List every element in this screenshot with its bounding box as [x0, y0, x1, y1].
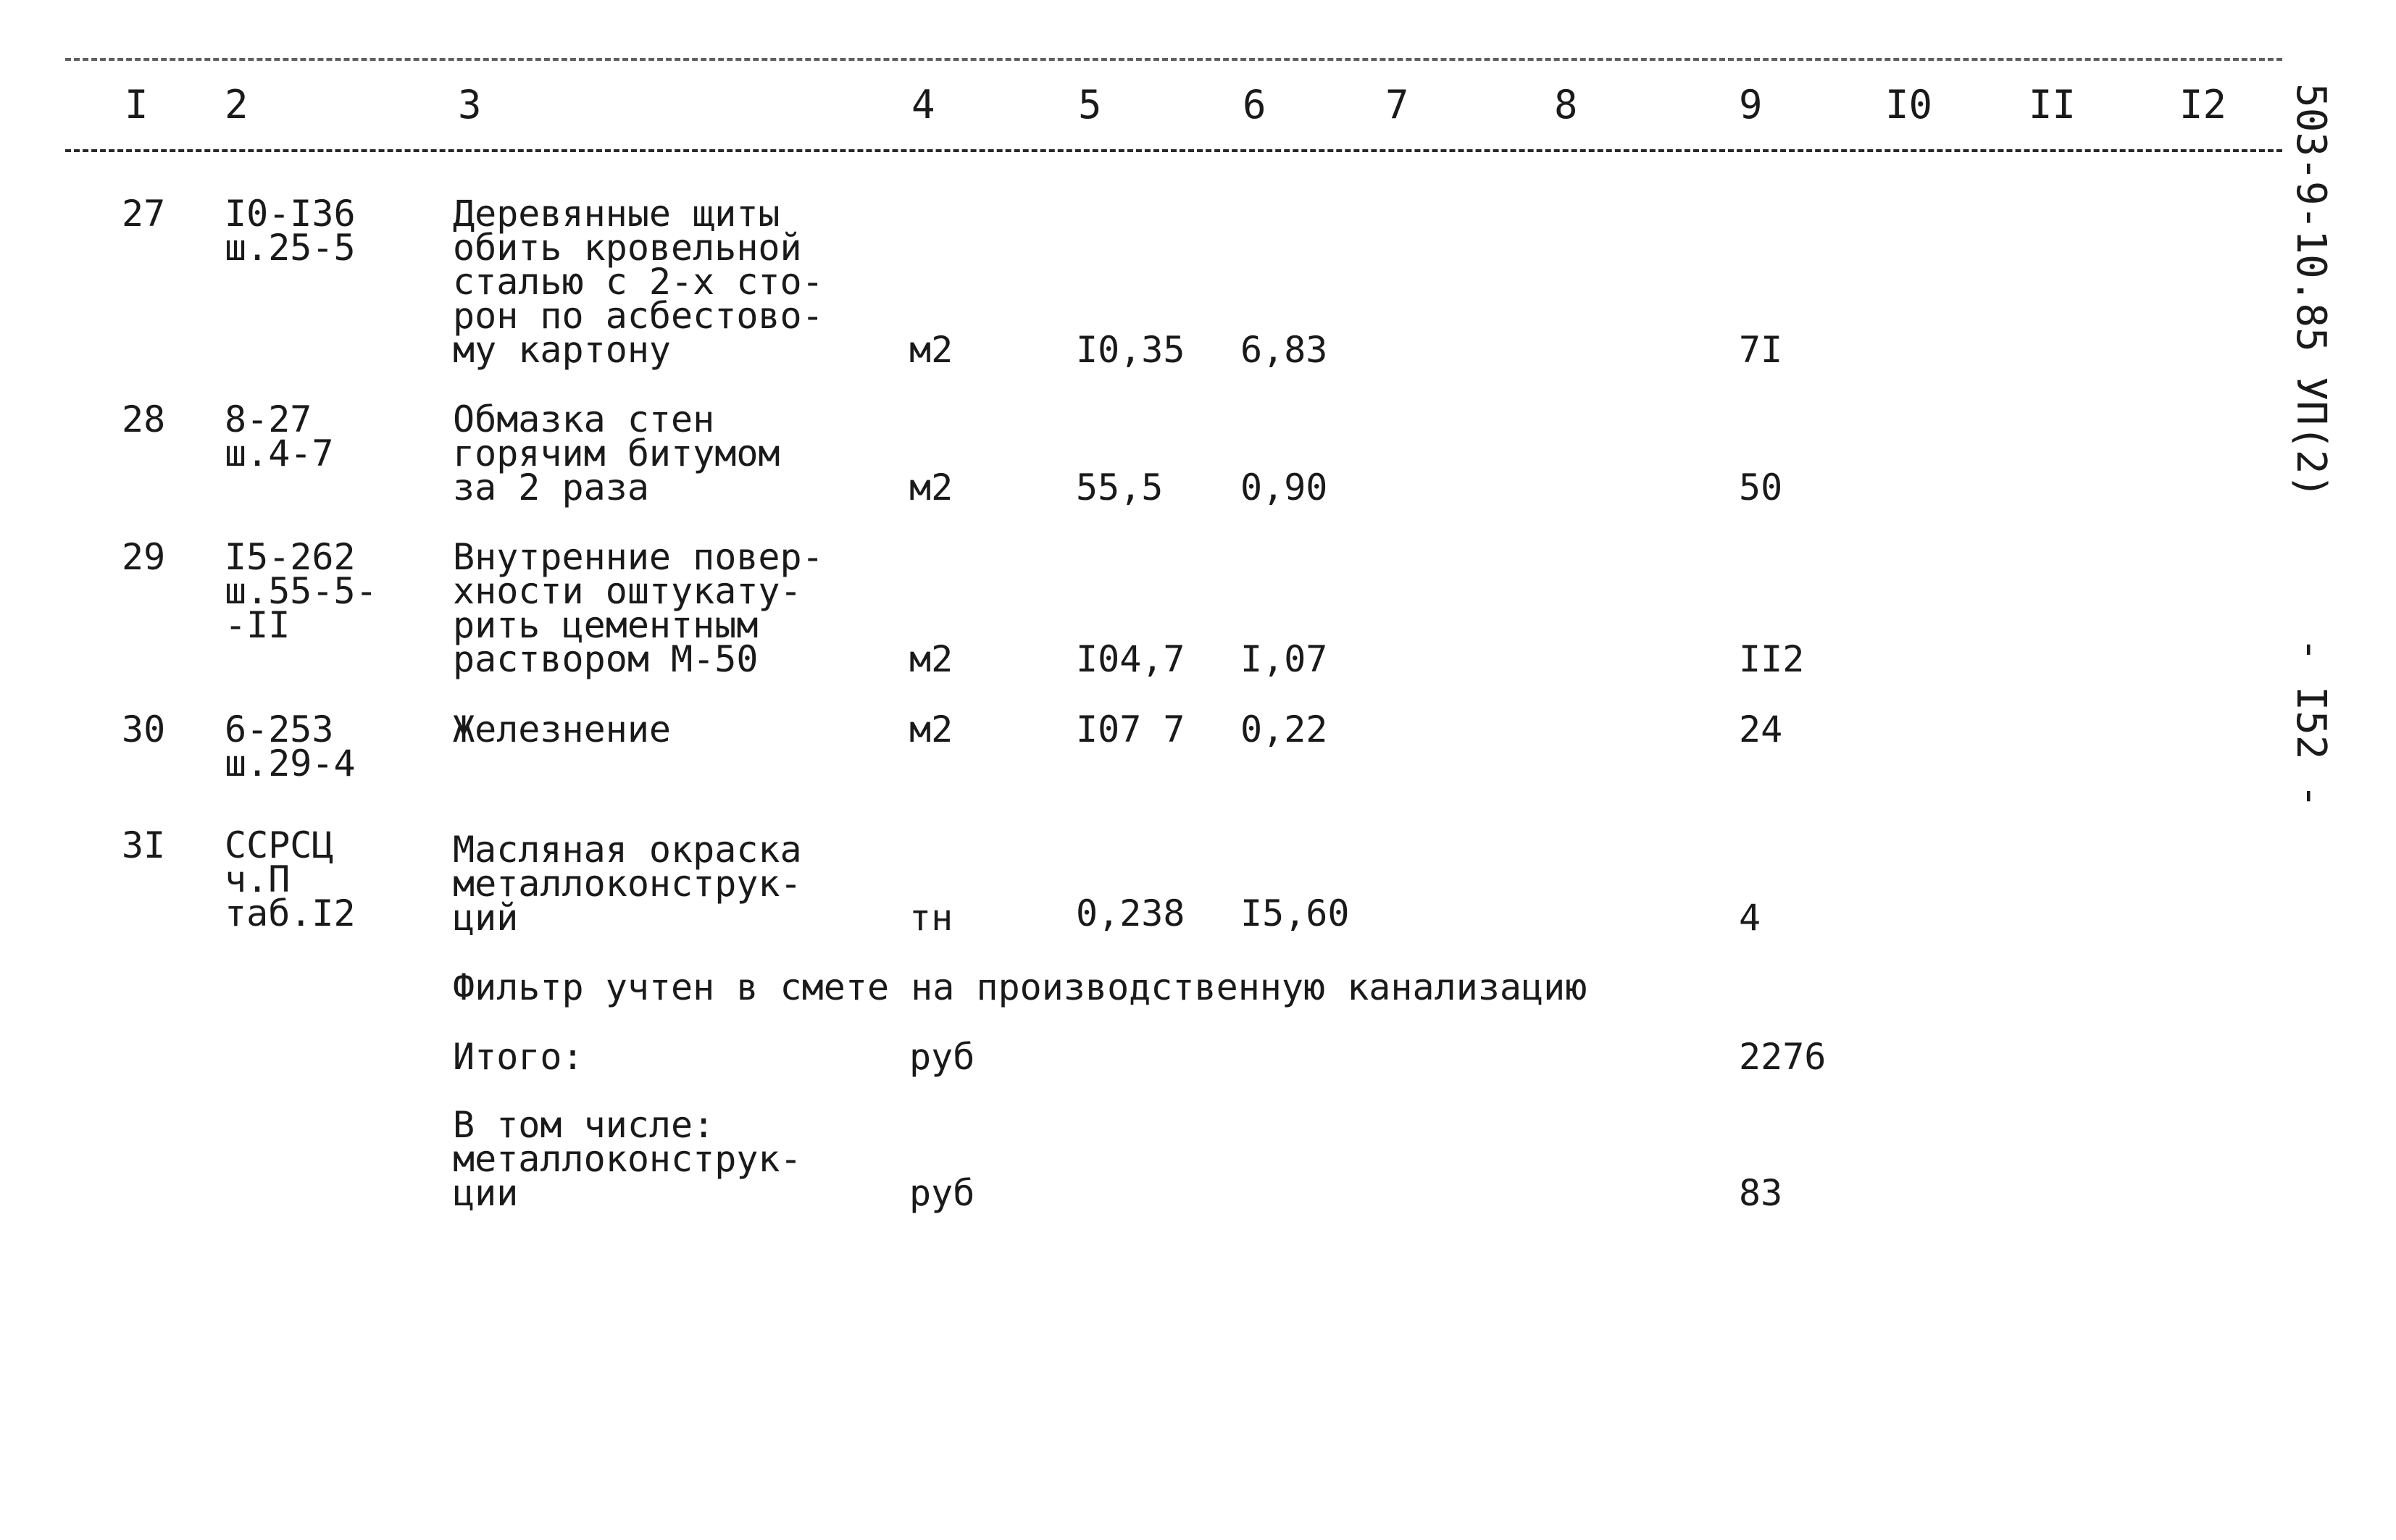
itogo-label: Итого:	[453, 1036, 584, 1078]
row-desc-line: Деревянные щиты	[453, 193, 780, 235]
row-unit: м2	[909, 638, 953, 680]
including-unit: руб	[909, 1172, 975, 1214]
col-header-4: 4	[911, 82, 935, 127]
row-unit: м2	[909, 708, 953, 750]
row-quantity: 55,5	[1076, 466, 1164, 509]
col-header-2: 2	[225, 82, 249, 127]
row-desc-line: хности оштукату-	[453, 570, 802, 612]
row-total: 4	[1739, 897, 1761, 939]
row-quantity: I0,35	[1076, 329, 1185, 371]
row-unit-price: 6,83	[1240, 329, 1328, 371]
row-desc-line: Железнение	[453, 708, 672, 750]
row-desc-line: ций	[453, 897, 519, 939]
row-unit-price: I5,60	[1240, 892, 1350, 934]
top-rule	[65, 58, 2282, 61]
row-code-line: ССРСЦ	[225, 824, 334, 866]
row-unit-price: 0,90	[1240, 466, 1328, 509]
col-header-12: I2	[2179, 82, 2227, 127]
col-header-7: 7	[1385, 82, 1409, 127]
row-code-line: ч.П	[225, 858, 291, 900]
row-code-line: 8-27	[225, 398, 312, 440]
row-code-line: ш.25-5	[225, 227, 356, 269]
col-header-1: I	[125, 82, 149, 127]
row-number: 3I	[122, 824, 166, 866]
row-total: II2	[1739, 638, 1805, 680]
row-number: 30	[122, 708, 166, 750]
row-unit: тн	[909, 897, 953, 939]
row-desc-line: рон по асбестово-	[453, 295, 824, 337]
row-desc-line: Обмазка стен	[453, 398, 715, 440]
row-desc-line: горячим битумом	[453, 432, 780, 474]
row-number: 27	[122, 193, 166, 235]
row-code-line: 6-253	[225, 708, 334, 750]
row-desc-line: раствором М-50	[453, 638, 759, 680]
row-code-line: -II	[225, 604, 291, 646]
filter-note: Фильтр учтен в смете на производственную канализацию	[453, 966, 1587, 1008]
itogo-total: 2276	[1739, 1036, 1827, 1078]
row-number: 29	[122, 536, 166, 578]
row-quantity: I07 7	[1076, 708, 1185, 750]
col-header-10: I0	[1885, 82, 1933, 127]
header-rule	[65, 149, 2282, 152]
col-header-6: 6	[1243, 82, 1266, 127]
row-desc-line: Внутренние повер-	[453, 536, 824, 578]
row-quantity: I04,7	[1076, 638, 1185, 680]
row-desc-line: за 2 раза	[453, 466, 649, 509]
row-unit-price: 0,22	[1240, 708, 1328, 750]
row-code-line: таб.I2	[225, 892, 356, 934]
row-quantity: 0,238	[1076, 892, 1185, 934]
row-total: 24	[1739, 708, 1783, 750]
row-unit-price: I,07	[1240, 638, 1328, 680]
col-header-9: 9	[1739, 82, 1763, 127]
row-desc-line: му картону	[453, 329, 672, 371]
row-desc-line: обить кровельной	[453, 227, 802, 269]
including-desc-line: металлоконструк-	[453, 1138, 802, 1180]
row-desc-line: Масляная окраска	[453, 829, 802, 871]
including-desc-line: В том числе:	[453, 1104, 715, 1146]
row-total: 50	[1739, 466, 1783, 509]
row-code-line: I0-I36	[225, 193, 356, 235]
row-code-line: ш.4-7	[225, 432, 334, 474]
row-number: 28	[122, 398, 166, 440]
itogo-unit: руб	[909, 1036, 975, 1078]
including-desc-line: ции	[453, 1172, 519, 1214]
row-code-line: ш.55-5-	[225, 570, 377, 612]
row-unit: м2	[909, 329, 953, 371]
col-header-11: II	[2029, 82, 2076, 127]
col-header-3: 3	[458, 82, 482, 127]
row-code-line: I5-262	[225, 536, 356, 578]
col-header-8: 8	[1554, 82, 1578, 127]
page-number: - I52 -	[2287, 637, 2334, 809]
col-header-5: 5	[1078, 82, 1102, 127]
document-code: 503-9-10.85 УП(2)	[2287, 83, 2334, 499]
row-desc-line: рить цементным	[453, 604, 759, 646]
row-unit: м2	[909, 466, 953, 509]
including-total: 83	[1739, 1172, 1783, 1214]
row-code-line: ш.29-4	[225, 742, 356, 784]
row-desc-line: металлоконструк-	[453, 863, 802, 905]
row-total: 7I	[1739, 329, 1783, 371]
row-desc-line: сталью с 2-х сто-	[453, 261, 824, 303]
